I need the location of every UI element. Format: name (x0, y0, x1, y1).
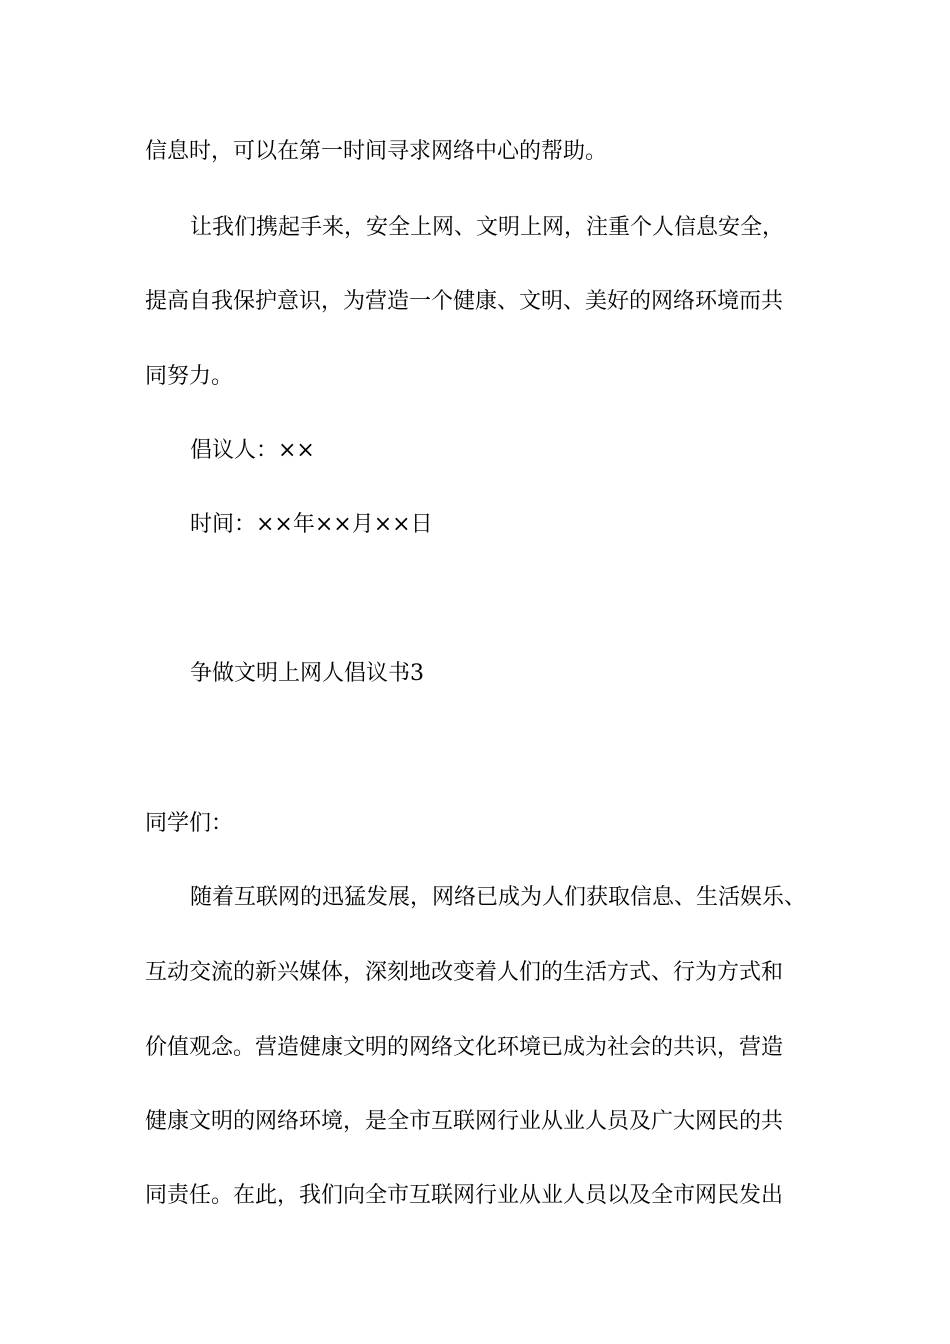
body-paragraph-line-4: 健康文明的网络环境，是全市互联网行业从业人员及广大网民的共 (145, 1109, 784, 1134)
closing-paragraph-line-2: 提高自我保护意识，为营造一个健康、文明、美好的网络环境而共 (145, 289, 784, 314)
signature-proposer: 倡议人：×× (190, 438, 315, 463)
paragraph-continuation-line: 信息时，可以在第一时间寻求网络中心的帮助。 (145, 139, 608, 164)
body-paragraph-line-2: 互动交流的新兴媒体，深刻地改变着人们的生活方式、行为方式和 (145, 960, 784, 985)
body-paragraph-line-5: 同责任。在此，我们向全市互联网行业从业人员以及全市网民发出 (145, 1183, 784, 1208)
closing-paragraph-line-3: 同努力。 (145, 364, 234, 389)
body-paragraph-line-3: 价值观念。营造健康文明的网络文化环境已成为社会的共识，营造 (145, 1035, 784, 1060)
section-title: 争做文明上网人倡议书3 (190, 661, 424, 686)
salutation: 同学们： (145, 811, 234, 836)
body-paragraph-line-1: 随着互联网的迅猛发展，网络已成为人们获取信息、生活娱乐、 (190, 885, 807, 910)
closing-paragraph-line-1: 让我们携起手来，安全上网、文明上网，注重个人信息安全， (190, 215, 785, 240)
signature-date: 时间：××年××月××日 (190, 512, 433, 537)
